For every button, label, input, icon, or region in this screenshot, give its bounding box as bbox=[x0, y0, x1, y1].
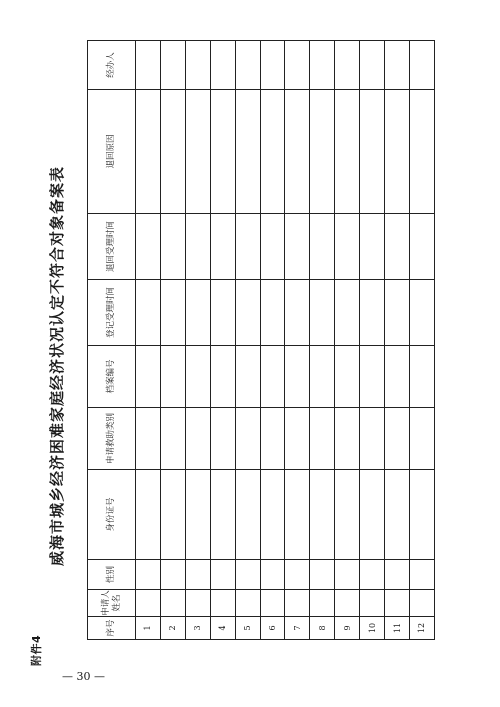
cell-reg_time[interactable] bbox=[409, 280, 434, 346]
cell-reg_time[interactable] bbox=[160, 280, 185, 346]
rotated-form-sheet bbox=[20, 52, 440, 666]
cell-aid_type[interactable] bbox=[185, 408, 210, 470]
header-handler: 经办人 bbox=[88, 41, 136, 90]
row-number: 11 bbox=[385, 617, 410, 640]
cell-name[interactable] bbox=[360, 590, 385, 617]
cell-name[interactable] bbox=[235, 590, 260, 617]
cell-gender[interactable] bbox=[335, 560, 360, 590]
table-row bbox=[409, 41, 434, 640]
cell-gender[interactable] bbox=[285, 560, 310, 590]
cell-gender[interactable] bbox=[136, 560, 161, 590]
cell-return_time[interactable] bbox=[360, 214, 385, 280]
cell-reg_time[interactable] bbox=[185, 280, 210, 346]
cell-name[interactable] bbox=[160, 590, 185, 617]
cell-id_number[interactable] bbox=[136, 470, 161, 560]
cell-aid_type[interactable] bbox=[409, 408, 434, 470]
cell-gender[interactable] bbox=[385, 560, 410, 590]
cell-reg_time[interactable] bbox=[360, 280, 385, 346]
cell-id_number[interactable] bbox=[185, 470, 210, 560]
form-title: 威海市城乡经济困难家庭经济状况认定不符合对象备案表 bbox=[48, 166, 66, 567]
cell-handler[interactable] bbox=[185, 41, 210, 90]
table-row bbox=[185, 41, 210, 640]
table-row bbox=[160, 41, 185, 640]
cell-reg_time[interactable] bbox=[210, 280, 235, 346]
cell-name[interactable] bbox=[210, 590, 235, 617]
header-gender: 性别 bbox=[88, 560, 136, 590]
cell-reg_time[interactable] bbox=[260, 280, 285, 346]
cell-reason[interactable] bbox=[385, 90, 410, 214]
cell-file_no[interactable] bbox=[210, 346, 235, 408]
cell-reg_time[interactable] bbox=[335, 280, 360, 346]
cell-name[interactable] bbox=[409, 590, 434, 617]
cell-id_number[interactable] bbox=[310, 470, 335, 560]
table-row bbox=[360, 41, 385, 640]
cell-aid_type[interactable] bbox=[160, 408, 185, 470]
cell-name[interactable] bbox=[260, 590, 285, 617]
table-row bbox=[235, 41, 260, 640]
cell-id_number[interactable] bbox=[335, 470, 360, 560]
cell-reason[interactable] bbox=[360, 90, 385, 214]
table-body bbox=[136, 41, 435, 640]
cell-reason[interactable] bbox=[136, 90, 161, 214]
cell-reason[interactable] bbox=[210, 90, 235, 214]
cell-return_time[interactable] bbox=[335, 214, 360, 280]
cell-reg_time[interactable] bbox=[385, 280, 410, 346]
cell-reason[interactable] bbox=[285, 90, 310, 214]
cell-return_time[interactable] bbox=[310, 214, 335, 280]
cell-file_no[interactable] bbox=[385, 346, 410, 408]
cell-gender[interactable] bbox=[210, 560, 235, 590]
cell-gender[interactable] bbox=[310, 560, 335, 590]
cell-name[interactable] bbox=[136, 590, 161, 617]
cell-handler[interactable] bbox=[136, 41, 161, 90]
cell-return_time[interactable] bbox=[409, 214, 434, 280]
cell-id_number[interactable] bbox=[210, 470, 235, 560]
header-name: 申请人姓名 bbox=[88, 590, 136, 617]
row-number: 2 bbox=[160, 617, 185, 640]
cell-reason[interactable] bbox=[409, 90, 434, 214]
cell-handler[interactable] bbox=[409, 41, 434, 90]
table-row bbox=[385, 41, 410, 640]
cell-reason[interactable] bbox=[235, 90, 260, 214]
cell-name[interactable] bbox=[335, 590, 360, 617]
cell-handler[interactable] bbox=[260, 41, 285, 90]
cell-reason[interactable] bbox=[335, 90, 360, 214]
cell-handler[interactable] bbox=[160, 41, 185, 90]
cell-gender[interactable] bbox=[185, 560, 210, 590]
cell-aid_type[interactable] bbox=[235, 408, 260, 470]
cell-reg_time[interactable] bbox=[235, 280, 260, 346]
cell-handler[interactable] bbox=[210, 41, 235, 90]
header-id-number: 身份证号 bbox=[88, 470, 136, 560]
table-row bbox=[136, 41, 161, 640]
cell-aid_type[interactable] bbox=[285, 408, 310, 470]
cell-file_no[interactable] bbox=[409, 346, 434, 408]
table-row bbox=[285, 41, 310, 640]
header-file-no: 档案编号 bbox=[88, 346, 136, 408]
cell-file_no[interactable] bbox=[310, 346, 335, 408]
row-number: 12 bbox=[409, 617, 434, 640]
table-row bbox=[310, 41, 335, 640]
header-reason: 退回原因 bbox=[88, 90, 136, 214]
attachment-label: 附件4 bbox=[30, 634, 43, 666]
cell-file_no[interactable] bbox=[185, 346, 210, 408]
cell-return_time[interactable] bbox=[185, 214, 210, 280]
table-row bbox=[260, 41, 285, 640]
cell-handler[interactable] bbox=[310, 41, 335, 90]
cell-aid_type[interactable] bbox=[210, 408, 235, 470]
cell-aid_type[interactable] bbox=[360, 408, 385, 470]
table-row bbox=[210, 41, 235, 640]
cell-aid_type[interactable] bbox=[260, 408, 285, 470]
row-number: 4 bbox=[210, 617, 235, 640]
cell-id_number[interactable] bbox=[235, 470, 260, 560]
page-number: — 30 — bbox=[62, 670, 105, 683]
cell-reg_time[interactable] bbox=[310, 280, 335, 346]
header-aid-type: 申请救助类别 bbox=[88, 408, 136, 470]
row-number: 1 bbox=[136, 617, 161, 640]
cell-aid_type[interactable] bbox=[310, 408, 335, 470]
cell-reg_time[interactable] bbox=[285, 280, 310, 346]
cell-id_number[interactable] bbox=[160, 470, 185, 560]
cell-file_no[interactable] bbox=[160, 346, 185, 408]
cell-reason[interactable] bbox=[185, 90, 210, 214]
row-number: 8 bbox=[310, 617, 335, 640]
cell-name[interactable] bbox=[310, 590, 335, 617]
row-number: 3 bbox=[185, 617, 210, 640]
header-reg-time: 登记受理时间 bbox=[88, 280, 136, 346]
cell-aid_type[interactable] bbox=[136, 408, 161, 470]
cell-gender[interactable] bbox=[260, 560, 285, 590]
row-number: 7 bbox=[285, 617, 310, 640]
header-seq: 序号 bbox=[88, 617, 136, 640]
table-header-row bbox=[88, 41, 136, 640]
cell-handler[interactable] bbox=[360, 41, 385, 90]
cell-file_no[interactable] bbox=[235, 346, 260, 408]
cell-id_number[interactable] bbox=[409, 470, 434, 560]
cell-gender[interactable] bbox=[409, 560, 434, 590]
cell-handler[interactable] bbox=[385, 41, 410, 90]
cell-return_time[interactable] bbox=[136, 214, 161, 280]
row-number: 5 bbox=[235, 617, 260, 640]
cell-return_time[interactable] bbox=[160, 214, 185, 280]
cell-reg_time[interactable] bbox=[136, 280, 161, 346]
cell-gender[interactable] bbox=[235, 560, 260, 590]
cell-handler[interactable] bbox=[235, 41, 260, 90]
cell-return_time[interactable] bbox=[260, 214, 285, 280]
cell-file_no[interactable] bbox=[285, 346, 310, 408]
cell-file_no[interactable] bbox=[335, 346, 360, 408]
cell-return_time[interactable] bbox=[385, 214, 410, 280]
cell-gender[interactable] bbox=[160, 560, 185, 590]
record-table bbox=[87, 40, 435, 640]
cell-return_time[interactable] bbox=[285, 214, 310, 280]
row-number: 6 bbox=[260, 617, 285, 640]
header-return-time: 退回受理时间 bbox=[88, 214, 136, 280]
cell-aid_type[interactable] bbox=[335, 408, 360, 470]
table-row bbox=[335, 41, 360, 640]
cell-handler[interactable] bbox=[285, 41, 310, 90]
cell-name[interactable] bbox=[185, 590, 210, 617]
cell-return_time[interactable] bbox=[210, 214, 235, 280]
cell-id_number[interactable] bbox=[385, 470, 410, 560]
cell-reason[interactable] bbox=[160, 90, 185, 214]
cell-file_no[interactable] bbox=[360, 346, 385, 408]
cell-file_no[interactable] bbox=[260, 346, 285, 408]
cell-gender[interactable] bbox=[360, 560, 385, 590]
cell-id_number[interactable] bbox=[360, 470, 385, 560]
cell-handler[interactable] bbox=[335, 41, 360, 90]
cell-id_number[interactable] bbox=[285, 470, 310, 560]
cell-reason[interactable] bbox=[310, 90, 335, 214]
cell-aid_type[interactable] bbox=[385, 408, 410, 470]
cell-name[interactable] bbox=[285, 590, 310, 617]
cell-name[interactable] bbox=[385, 590, 410, 617]
row-number: 9 bbox=[335, 617, 360, 640]
row-number: 10 bbox=[360, 617, 385, 640]
cell-reason[interactable] bbox=[260, 90, 285, 214]
cell-return_time[interactable] bbox=[235, 214, 260, 280]
cell-file_no[interactable] bbox=[136, 346, 161, 408]
cell-id_number[interactable] bbox=[260, 470, 285, 560]
